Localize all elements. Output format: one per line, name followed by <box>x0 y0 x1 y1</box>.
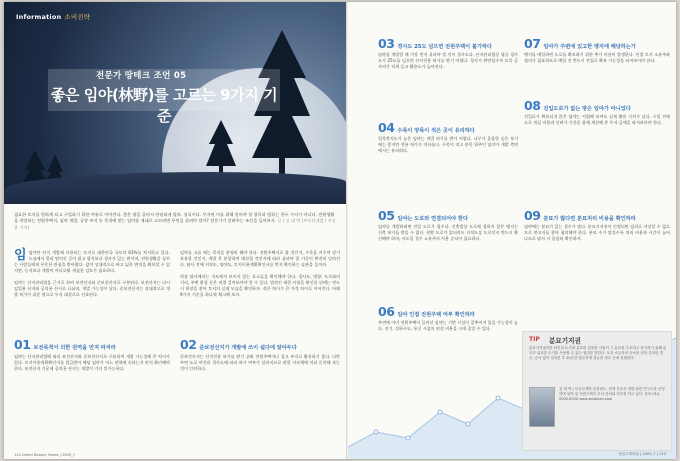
section-body-02: 준보전산지는 산지전용 허가를 받기 쉬워 전원주택이나 창고 부지로 활용하기 좋다. 다만 주변 도로 여건과 경사도에 따라 허가 여부가 달라지므로 관할 지자체에 미리 문의해 보는 것이 안전하다. <box>180 354 340 371</box>
section-body-01: 임야는 산지관리법에 따라 보전산지와 준보전산지로 구분되며 개발 가능성에 큰 차이가 있다. 토지이용계획확인서를 발급받아 해당 임야가 어느 권역에 속하는지 먼저 확인해야 한다. 보전산지 가운데 공익용 산지는 개발이 거의 불가능하다. <box>14 354 170 371</box>
section-body-06: 주변에 이미 전원주택이 들어선 임야는 기반 시설이 갖추어져 있을 가능성이 높다. 전기, 상하수도, 통신 시설의 연결 비용을 크게 줄일 수 있다. <box>378 320 518 331</box>
section-tag: Information 소비전략 <box>16 13 91 21</box>
section-body-08: 진입로가 확보되지 않은 임야는 저렴해 보여도 실제 활용 가치가 낮다. 구입 전에 도로 개설 비용과 인허가 기간을 함께 계산해 총 투자 금액을 따져보아야 한다. <box>524 114 670 125</box>
section-heading-05: 05 임야는 도로와 연결되어야 한다 <box>378 208 468 223</box>
section-body-03: 임야를 개발할 때 가장 먼저 살펴야 할 것이 경사도다. 산지관리법상 평균 경사도가 25도를 넘으면 산지전용 허가를 받기 어렵다. 경사가 완만할수록 토목 공사비가 적게 들고 활용도가 높아진다. <box>378 52 518 69</box>
series-label: 전문가 땅테크 조언 05 <box>96 71 187 81</box>
magazine-spread <box>4 2 676 459</box>
section-heading-02: 02 준보전산지가 개발에 쓰이 쉽다에 알아두다 <box>180 337 297 352</box>
section-body-05: 임야를 개발하려면 진입 도로가 필수다. 건축법상 도로에 접하지 않은 맹지는 건축 허가를 받을 수 없다. 현황 도로가 있더라도 지적도상 도로인지 반드시 확인해야 하며, 사도일 경우 소유주의 사용 승낙이 필요하다. <box>378 224 518 241</box>
section-heading-09: 09 분묘가 많다면 분묘처리 비용을 확인하라 <box>524 208 636 223</box>
author-photo <box>529 387 555 427</box>
hero-image <box>4 2 346 204</box>
tree-icon <box>204 120 238 180</box>
section-heading-06: 06 임야 인접 전원주택 여부 확인하라 <box>378 304 475 319</box>
page-title: 좋은 임야(林野)를 고르는 9가지 기준 <box>50 86 278 125</box>
tip-label: TIP <box>529 336 540 343</box>
page-footer-right: 전원주택마을 | 2009_7 | 115 <box>618 452 666 456</box>
body-column: 임임야란 산지 개발에 사용되는 토지로 대한민국 국토의 63%를 차지하고 있다. 도심에서 멀리 떨어진 곳이 많고 평지보다 경사가 있는 편이며, 전원생활을 꿈꾸는 사람들에게 꾸준한 관심을 받아왔다. 값이 상대적으로 싸고 넓은 면적을 확보할 수 있지만, 농지보다 개발이 까다로워 세심한 검토가 필요하다. 임야는 산지관리법을 근거로 하여 보전산지와 준보전산지로 구분된다. 보전산지는 다시 임업용 산지와 공익용 산지로 나뉘며, 개발 가능성이 낮다. 준보전산지는 상대적으로 개발 허가가 쉬운 편으로 투자 대상으로 선호된다. <box>14 248 170 297</box>
page-footer-left: 114 Green Beauty Home | 2009_7 <box>14 453 76 457</box>
drop-cap: 임 <box>14 248 27 263</box>
section-heading-01: 01 보전목적이 의한 권역을 먼저 따져라 <box>14 337 116 352</box>
section-body-04: 입목축적도가 높은 임야는 개발 허가를 받기 어렵다. 나무가 울창한 숲은 보기에는 좋지만 전용 허가가 까다롭다. 수목이 적고 관목 위주인 임야가 개발 측면에서는 유리하다. <box>378 136 518 153</box>
tip-body: 분묘기지권이란 타인의 토지에 분묘를 설치한 사람이 그 분묘를 수호하고 봉사하기 위해 분묘가 위치한 토지를 사용할 수 있는 권리를 말한다. 토지 소유자의 승낙을 얻어 설치한 경우, 승낙 없이 설치한 후 20년간 평온하게 점유한 경우 등에 성립한다. <box>529 346 667 360</box>
section-body-07: 맹지를 매입하면 도로를 확보하기 위한 추가 비용이 발생한다. 인접 토지 소유주와 협의가 필요하므로 매입 전 반드시 진입로 확보 가능성을 따져보아야 한다. <box>524 52 670 63</box>
section-heading-07: 07 임야가 주변에 있고한 맹지에 해당하는가 <box>524 36 636 51</box>
tip-box <box>522 331 672 451</box>
body-column: 임야를 고를 때는 목적을 분명히 해야 한다. 전원주택지로 쓸 것인지, 수목을 키우며 장기 보유할 것인지, 개발 후 분할하여 매각할 것인지에 따라 살펴야 할 기준이 완전히 달라진다. 답사 전에 지적도, 임야도, 토지이용계획확인서를 먼저 확인하는 습관을 들이자. 현장 답사에서는 지도에서 보이지 않는 요소들을 확인해야 한다. 경사도, 방향, 도로와의 거리, 주변 환경 등은 직접 걸어보아야 알 수 있다. 법적인 제한 사항을 확인한 뒤에는 반드시 현장을 찾아 토지의 실제 모습을 확인하자. 작은 차이가 큰 가격 차이로 이어진다. 아래 9가지 기준을 하나씩 체크해 보자. <box>180 250 340 297</box>
intro-paragraph: 필요한 토지를 원하게 되고 구입하기 위한 여유로 이어진다. 좋은 땅을 골라서 단념하게 말라. 상식이다. 투자된 이를 위해 알아야 할 항목과 범위는 한두 가지가 아니다. 전원생활을 희망하는 전원주택지, 임야 개발, 공장 부지 등 목적에 맞는 임야를 제대로 고르려면 무엇을 살펴야 할까? 전문가가 알려주는 조언을 들어보자. 글 | 김 대 박 (부동산개발 / 지상종 기자) <box>14 212 336 230</box>
section-heading-03: 03 경사도 25도 넘으면 전원주택이 불가하다 <box>378 36 493 51</box>
section-heading-04: 04 수목이 양목이 적은 곳이 유리하다 <box>378 120 475 135</box>
section-heading-08: 08 진입도로가 없는 땅은 임야가 아니었다 <box>524 98 631 113</box>
section-body-09: 임야에는 분묘가 있는 경우가 많다. 분묘기지권이 인정되면 임의로 이장할 수 없으므로 연고자를 찾아 협의해야 한다. 분묘 수가 많을수록 처리 비용과 시간이 늘어나므로 답사 시 꼼꼼히 확인하자. <box>524 224 670 241</box>
tip-title: 분묘기지권 <box>549 337 581 345</box>
author-info: 김 대 박 | 부동산개발 컨설턴트. 현재 부동산 개발 관련 연구소를 운영하며 임야 및 전원주택지 투자 강의와 자문을 하고 있다. 문의 010-0000-0000 www.landplan.com <box>559 387 665 401</box>
